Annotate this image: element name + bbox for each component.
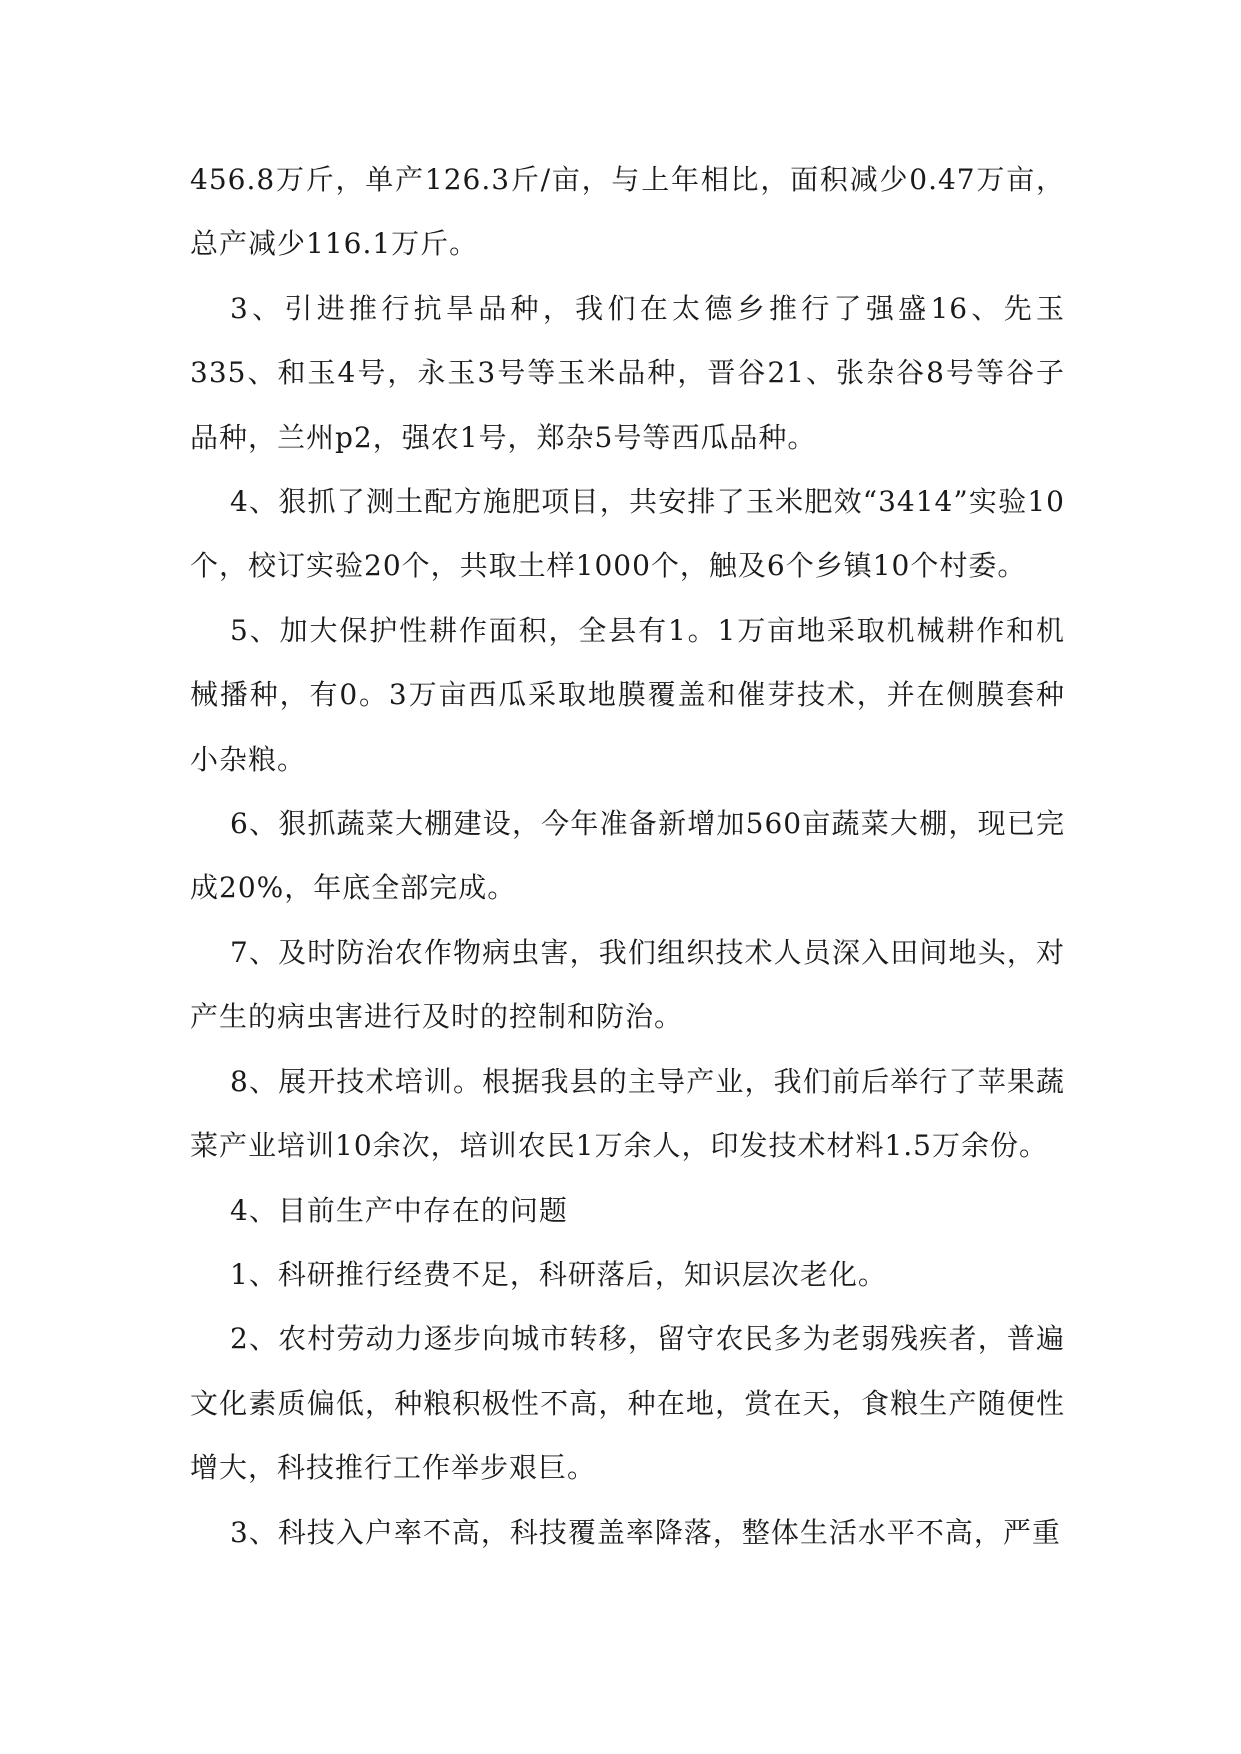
section-heading-problems: 4、目前生产中存在的问题 xyxy=(230,1193,568,1227)
paragraph-conservation-tillage: 5、加大保护性耕作面积，全县有1。1万亩地采取机械耕作和机械播种，有0。3万亩西瓜采取地膜覆盖和催芽技术，并在侧膜套种小杂粮。 xyxy=(190,613,1065,776)
document-body xyxy=(190,148,1065,1565)
paragraph-soil-testing: 4、狠抓了测土配方施肥项目，共安排了玉米肥效“3414”实验10个，校订实验20个，共取土样1000个，触及6个乡镇10个村委。 xyxy=(190,485,1065,583)
paragraph-drought-varieties: 3、引进推行抗旱品种，我们在太德乡推行了强盛16、先玉335、和玉4号，永玉3号等玉米品种，晋谷21、张杂谷8号等谷子品种，兰州p2，强农1号，郑杂5号等西瓜品种。 xyxy=(190,291,1065,454)
paragraph-tech-coverage: 3、科技入户率不高，科技覆盖率降落，整体生活水平不高，严重 xyxy=(230,1515,1061,1549)
paragraph-labor: 2、农村劳动力逐步向城市转移，留守农民多为老弱残疾者，普遍文化素质偏低，种粮积极性不高，种在地，赏在天，食粮生产随便性增大，科技推行工作举步艰巨。 xyxy=(190,1322,1065,1485)
paragraph-yield-summary: 456.8万斤，单产126.3斤/亩，与上年相比，面积减少0.47万亩，总产减少116.1万斤。 xyxy=(190,163,1065,261)
paragraph-pest-control: 7、及时防治农作物病虫害，我们组织技术人员深入田间地头，对产生的病虫害进行及时的控制和防治。 xyxy=(190,935,1065,1034)
paragraph-training: 8、展开技术培训。根据我县的主导产业，我们前后举行了苹果蔬菜产业培训10余次，培训农民1万余人，印发技术材料1.5万余份。 xyxy=(190,1064,1065,1163)
paragraph-greenhouse: 6、狠抓蔬菜大棚建设，今年准备新增加560亩蔬菜大棚，现已完成20%，年底全部完成。 xyxy=(190,807,1065,905)
paragraph-funding: 1、科研推行经费不足，科研落后，知识层次老化。 xyxy=(230,1257,887,1291)
